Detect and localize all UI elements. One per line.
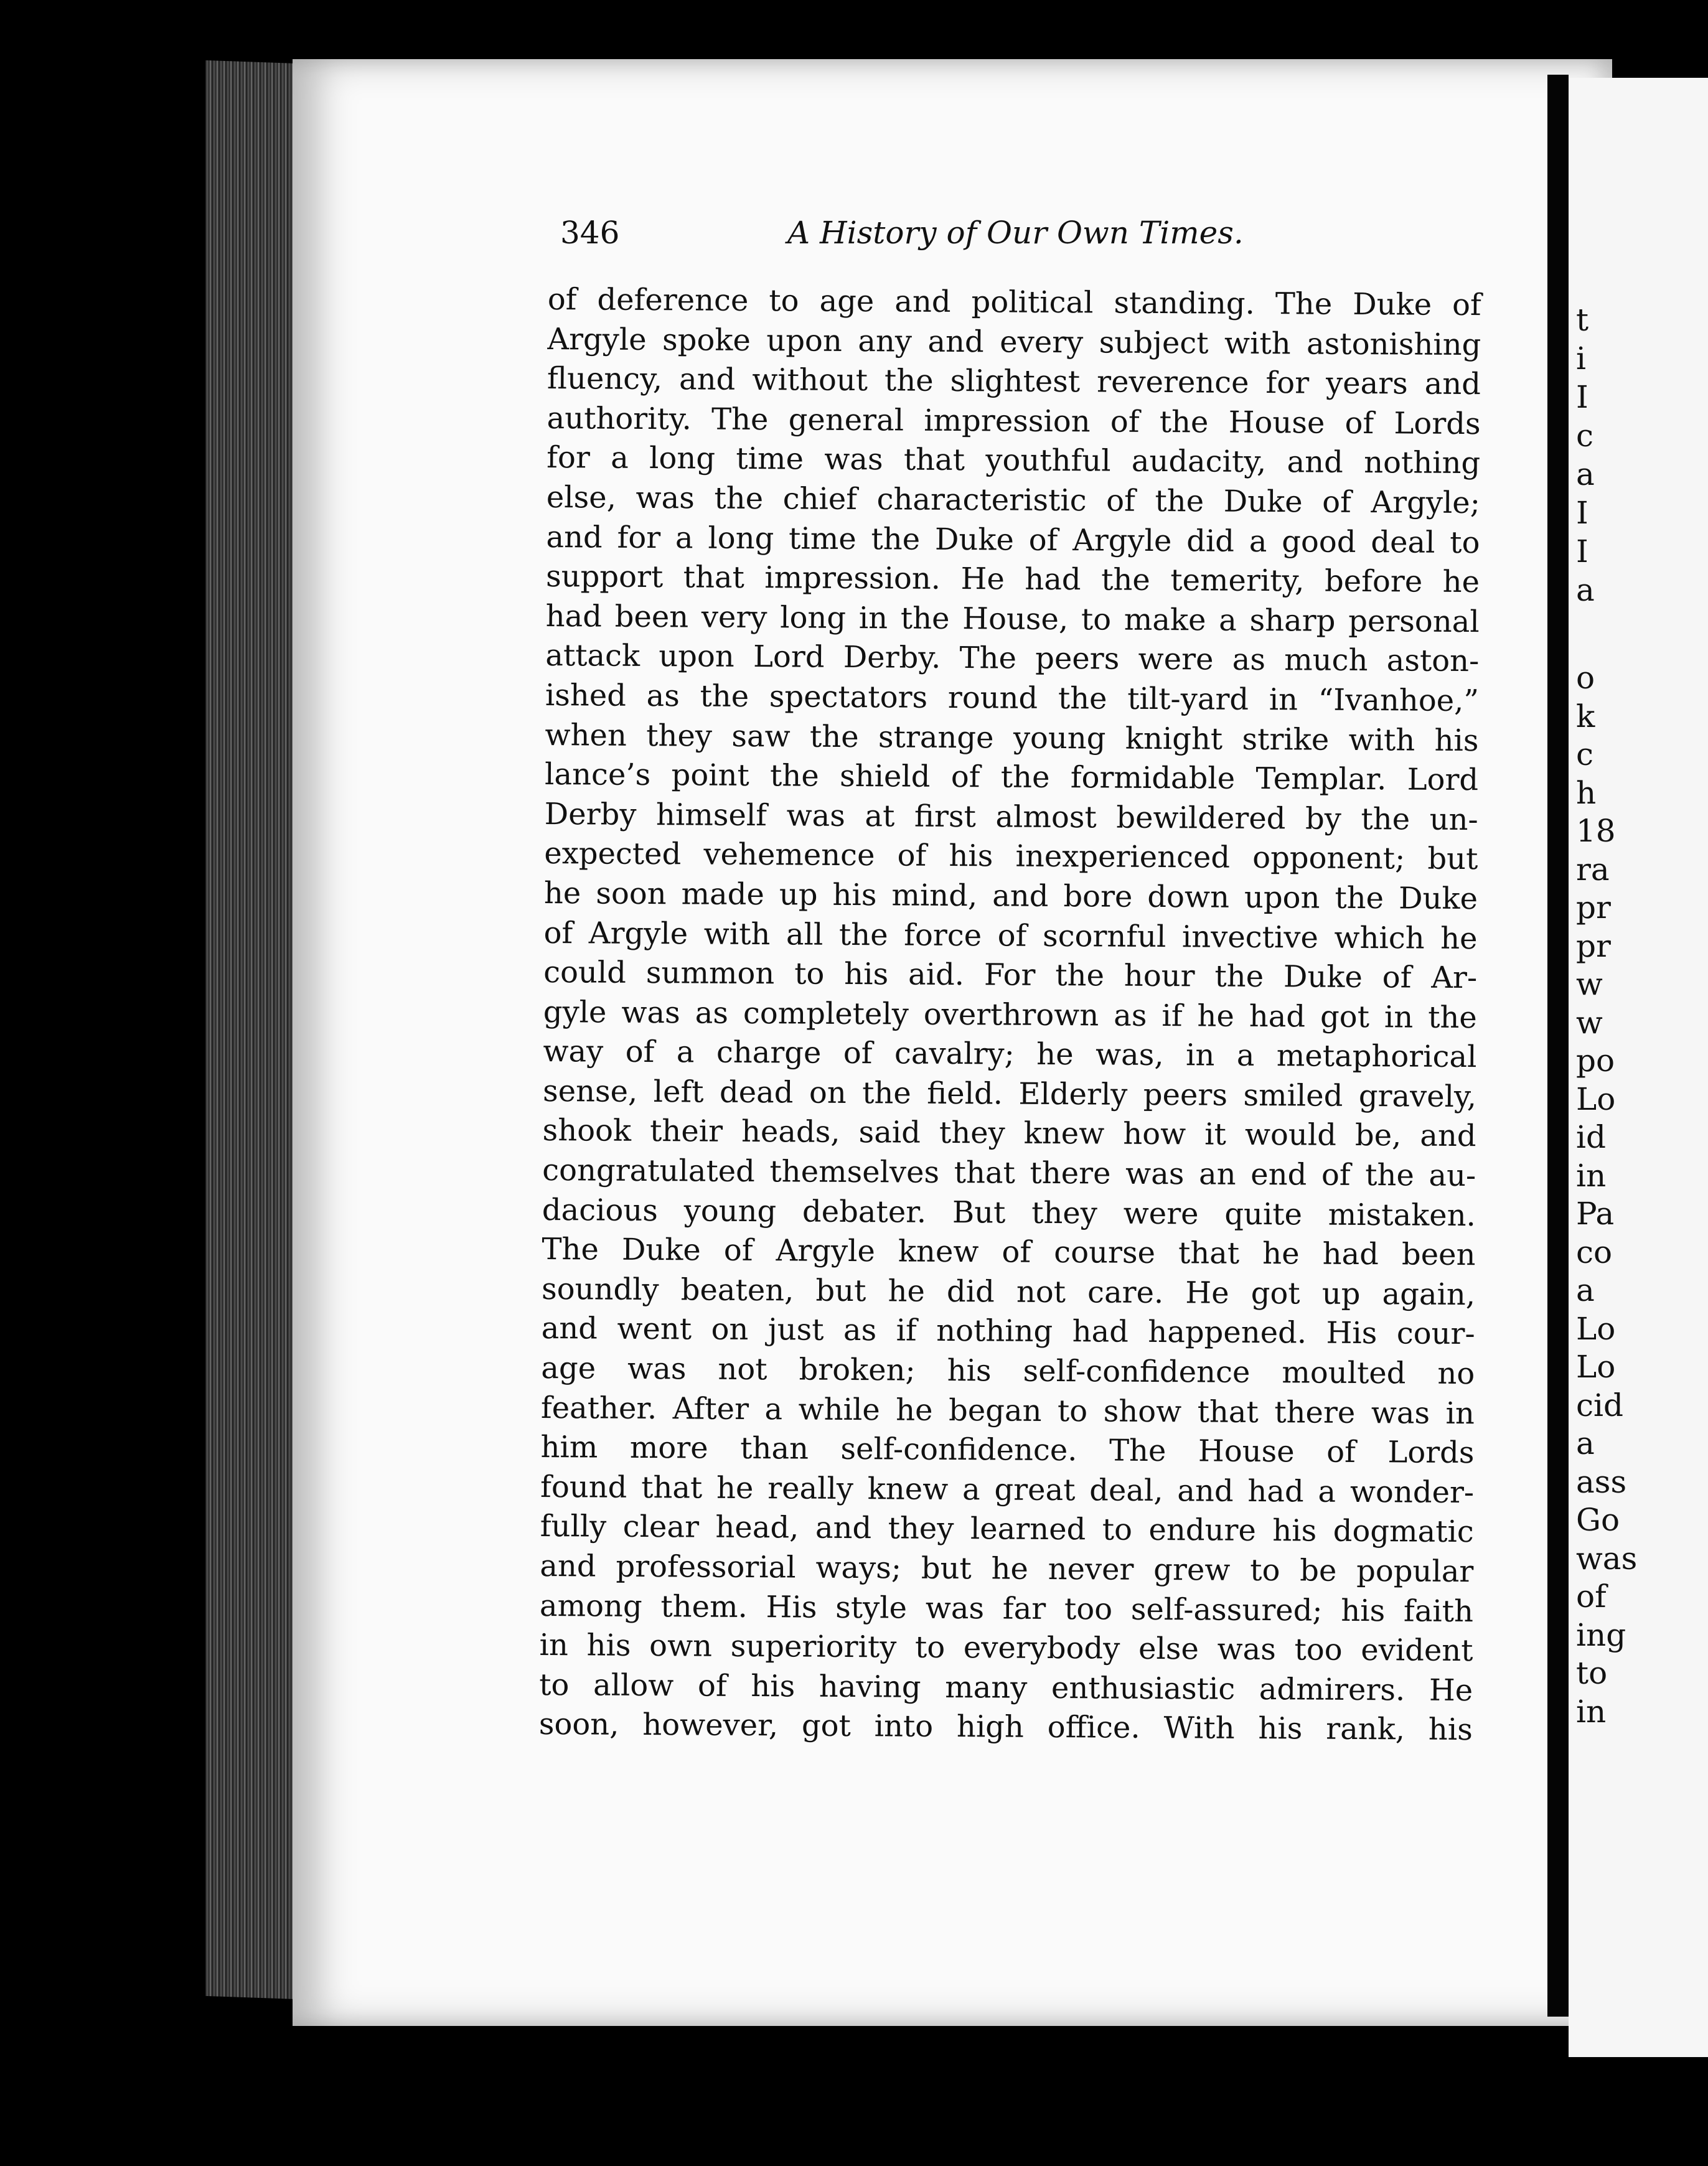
next-page-line-fragment: a <box>1576 456 1595 492</box>
next-page-line-fragment: ass <box>1576 1463 1627 1500</box>
next-page-line-fragment: Lo <box>1576 1310 1616 1347</box>
text-line: found that he really knew a great deal, and had a wonder- <box>540 1469 1475 1510</box>
next-page-line-fragment: in <box>1576 1693 1607 1730</box>
body-text <box>539 280 1481 1750</box>
next-page-line-fragment: Lo <box>1576 1081 1616 1117</box>
book-gutter <box>1547 75 1569 2017</box>
text-line: gyle was as completely overthrown as if he had got in the <box>543 994 1477 1035</box>
text-line: fluency, and without the slightest reverence for years and <box>547 361 1481 402</box>
text-line: soundly beaten, but he did not care. He got up again, <box>541 1271 1476 1312</box>
text-line: in his own superiority to everybody else was too evident <box>539 1628 1473 1669</box>
text-line: lance’s point the shield of the formidable Templar. Lord <box>544 757 1479 798</box>
text-line: way of a charge of cavalry; he was, in a metaphorical <box>543 1034 1477 1075</box>
text-line: congratulated themselves that there was an end of the au- <box>542 1153 1476 1194</box>
next-page-line-fragment: Go <box>1576 1502 1620 1538</box>
next-page-line-fragment: i <box>1576 340 1586 377</box>
next-page-line-fragment: cid <box>1576 1387 1624 1423</box>
text-line: age was not broken; his self-confidence moulted no <box>541 1350 1475 1392</box>
text-line: of Argyle with all the force of scornful invective which he <box>543 915 1478 956</box>
next-page-line-fragment: ing <box>1576 1616 1626 1653</box>
next-page-line-fragment: pr <box>1576 927 1611 964</box>
next-page-line-fragment: Lo <box>1576 1349 1616 1385</box>
text-line: when they saw the strange young knight strike with his <box>545 717 1479 758</box>
text-line: and went on just as if nothing had happened. His cour- <box>541 1311 1475 1352</box>
next-page-line-fragment: o <box>1576 660 1595 696</box>
next-page-line-fragment: a <box>1576 1425 1595 1461</box>
text-line: and professorial ways; but he never grew to be popular <box>540 1548 1474 1590</box>
next-page-line-fragment: ra <box>1576 851 1610 888</box>
next-page-line-fragment: po <box>1576 1043 1615 1079</box>
next-page-line-fragment: co <box>1576 1234 1613 1270</box>
text-line: else, was the chief characteristic of the Duke of Argyle; <box>546 479 1481 521</box>
text-line: had been very long in the House, to make a sharp personal <box>545 598 1480 639</box>
text-line: support that impression. He had the temerity, before he <box>545 559 1480 600</box>
text-line: feather. After a while he began to show that there was in <box>540 1390 1475 1431</box>
text-line: Argyle spoke upon any and every subject with astonishing <box>547 321 1481 362</box>
text-line: attack upon Lord Derby. The peers were as much aston- <box>545 638 1480 679</box>
next-page-line-fragment: 18 <box>1576 813 1616 849</box>
next-page-line-fragment: a <box>1576 572 1595 608</box>
text-line: sense, left dead on the field. Elderly peers smiled gravely, <box>542 1073 1477 1115</box>
page-number: 346 <box>560 215 620 251</box>
text-line: expected vehemence of his inexperienced opponent; but <box>544 836 1478 877</box>
next-page-line-fragment: a <box>1576 1272 1595 1308</box>
text-line: ished as the spectators round the tilt-yard in “Ivanhoe,” <box>545 677 1480 719</box>
next-page-line-fragment: w <box>1576 1004 1603 1041</box>
text-line: him more than self-confidence. The House of Lords <box>540 1430 1475 1471</box>
text-line: he soon made up his mind, and bore down upon the Duke <box>543 875 1478 917</box>
text-line: The Duke of Argyle knew of course that he had been <box>542 1232 1476 1273</box>
text-line: authority. The general impression of the House of Lords <box>547 400 1481 441</box>
text-line: shook their heads, said they knew how it would be, and <box>542 1113 1476 1154</box>
next-page-line-fragment: I <box>1576 495 1588 531</box>
next-page-line-fragment: Pa <box>1576 1196 1615 1232</box>
running-title: A History of Our Own Times. <box>787 215 1244 251</box>
next-page-line-fragment: id <box>1576 1119 1606 1155</box>
text-line: fully clear head, and they learned to endure his dogmatic <box>540 1509 1474 1550</box>
next-page-line-fragment: was <box>1576 1540 1638 1577</box>
text-line: of deference to age and political standing. The Duke of <box>547 281 1481 323</box>
next-page-line-fragment: I <box>1576 533 1588 570</box>
text-line: Derby himself was at first almost bewildered by the un- <box>544 796 1478 837</box>
text-line: for a long time was that youthful audacity, and nothing <box>547 440 1481 481</box>
next-page-line-fragment: pr <box>1576 889 1611 926</box>
next-page-line-fragment: k <box>1576 698 1595 734</box>
text-line: among them. His style was far too self-assured; his faith <box>539 1588 1474 1629</box>
next-page-line-fragment: of <box>1576 1578 1607 1615</box>
text-line: to allow of his having many enthusiastic admirers. He <box>539 1667 1473 1708</box>
text-line: could summon to his aid. For the hour the Duke of Ar- <box>543 955 1478 996</box>
text-line: and for a long time the Duke of Argyle did a good deal to <box>546 519 1480 560</box>
next-page-line-fragment: in <box>1576 1157 1607 1194</box>
text-line: dacious young debater. But they were quite mistaken. <box>542 1192 1476 1233</box>
right-page-fragment <box>1569 78 1708 2057</box>
next-page-line-fragment: c <box>1576 736 1594 772</box>
next-page-line-fragment: c <box>1576 418 1594 454</box>
next-page-line-fragment: w <box>1576 966 1603 1002</box>
next-page-line-fragment: h <box>1576 774 1597 811</box>
next-page-line-fragment: I <box>1576 379 1588 415</box>
next-page-line-fragment: to <box>1576 1655 1608 1691</box>
next-page-line-fragment: t <box>1576 302 1589 338</box>
text-line: soon, however, got into high office. With his rank, his <box>538 1707 1473 1748</box>
